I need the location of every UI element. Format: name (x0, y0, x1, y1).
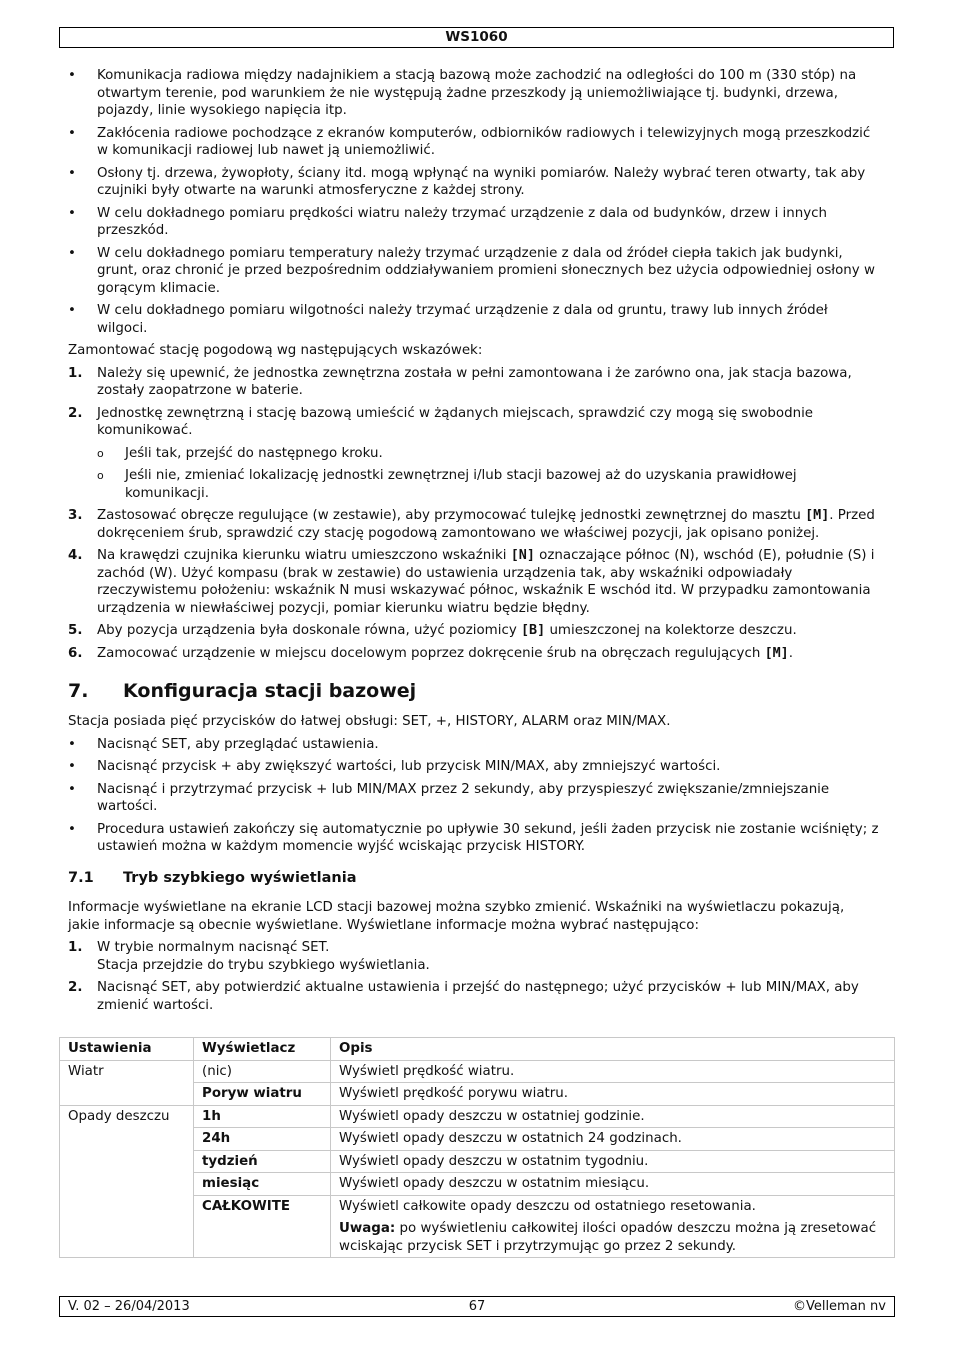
description-cell: Wyświetl opady deszczu w ostatnim tygodniu. (331, 1150, 895, 1173)
mount-step-2: 2. Jednostkę zewnętrzną i stację bazową umieścić w żądanych miejscach, sprawdzić czy mogą się swobodnie komunikować. (68, 405, 814, 438)
mount-intro: Zamontować stację pogodową wg następujących wskazówek: (68, 343, 483, 358)
display-cell: 24h (194, 1128, 331, 1151)
list-item: • W celu dokładnego pomiaru wilgotności należy trzymać urządzenie z dala od gruntu, trawy lub innych źródeł wilgoci. (68, 303, 828, 336)
description-text: Wyświetl całkowite opady deszczu od ostatniego resetowania. (339, 1198, 756, 1214)
display-cell: miesiąc (194, 1173, 331, 1196)
list-item: • Nacisnąć przycisk + aby zwiększyć wartości, lub przycisk MIN/MAX, aby zmniejszyć wartości. (68, 759, 721, 774)
display-cell: Poryw wiatru (194, 1083, 331, 1106)
bullet-icon: • (68, 165, 76, 181)
bullet-icon: • (68, 781, 76, 797)
description-cell: Wyświetl opady deszczu w ostatniej godzinie. (331, 1105, 895, 1128)
mount-step-4: 4. Na krawędzi czujnika kierunku wiatru umieszczono wskaźniki [N] oznaczające północ (N), wschód (E), południe (S) i zachód (W). Użyć kompasu (brak w zestawie) do ustawienia urządzenia tak, aby wskaźniki odpowiadały rzeczywistemu położeniu: wskaźnik N musi wskazywać północ, wskaźnik E wschód itd. W przypadku zamontowania urządzenia w niewłaściwej pozycji, pomiar kierunku wiatru będzie błędny. (68, 548, 875, 616)
display-cell: 1h (194, 1105, 331, 1128)
mount-substep: o Jeśli tak, przejść do następnego kroku. (97, 445, 383, 461)
model-title: WS1060 (445, 29, 508, 45)
bullet-icon: • (68, 125, 76, 141)
circle-bullet-icon: o (97, 446, 104, 460)
display-step-1: 1. W trybie normalnym nacisnąć SET. Stacja przejdzie do trybu szybkiego wyświetlania. (68, 940, 430, 973)
note-text: po wyświetleniu całkowitej ilości opadów deszczu można ją zresetować wciskając przycisk SET i przytrzymując go przez 2 sekundy. (339, 1221, 877, 1254)
circle-bullet-icon: o (97, 469, 104, 482)
display-cell: CAŁKOWITE (194, 1195, 331, 1258)
list-item: • Osłony tj. drzewa, żywopłoty, ściany itd. mogą wpłynąć na wyniki pomiarów. Należy wybrać teren otwarty, tak aby czujniki były otwarte na warunki atmosferyczne z każdej strony. (68, 165, 866, 198)
mount-step-1: 1. Należy się upewnić, że jednostka zewnętrzna została w pełni zamontowana i że zarówno ona, jak stacja bazowa, zostały zaopatrzone w baterie. (68, 365, 852, 398)
page-content (68, 67, 880, 1019)
table-row (60, 1105, 895, 1128)
mount-substep: o Jeśli nie, zmieniać lokalizację jednostki zewnętrznej i/lub stacji bazowej aż do uzyskania prawidłowej komunikacji. (97, 468, 797, 501)
list-item: • Zakłócenia radiowe pochodzące z ekranów komputerów, odbiorników radiowych i telewizyjnych mogą przeszkodzić w komunikacji radiowej lub nawet ją uniemożliwić. (68, 125, 871, 158)
page-footer (59, 1296, 895, 1317)
note-label: Uwaga: (339, 1221, 396, 1236)
list-item: • W celu dokładnego pomiaru prędkości wiatru należy trzymać urządzenie z dala od budynków, drzew i innych przeszkód. (68, 205, 828, 238)
subsection-intro: Informacje wyświetlane na ekranie LCD stacji bazowej można szybko zmienić. Wskaźniki na wyświetlaczu pokazują, jakie informacje są obecnie wyświetlane. Wyświetlane informacje można wybrać następująco: (68, 900, 845, 933)
section-intro: Stacja posiada pięć przycisków do łatwej obsługi: SET, +, HISTORY, ALARM oraz MIN/MAX. (68, 714, 671, 729)
mount-step-6: 6. Zamocować urządzenie w miejscu docelowym poprzez dokręcenie śrub na obręczach regulujących [M]. (68, 645, 794, 661)
ref-label: [M] (764, 645, 789, 661)
mount-step-5: 5. Aby pozycja urządzenia była doskonale równa, użyć poziomicy [B] umieszczonej na kolektorze deszczu. (68, 623, 797, 638)
setting-rain: Opady deszczu (60, 1105, 194, 1258)
bullet-icon: • (68, 68, 76, 83)
list-item: • W celu dokładnego pomiaru temperatury należy trzymać urządzenie z dala od źródeł ciepła takich jak budynki, grunt, oraz chronić je przed bezpośrednim oddziaływaniem promieni słonecznych bez użycia odpowiedniej osłony w gorącym klimacie. (68, 245, 875, 296)
section-heading: 7. Konfiguracja stacji bazowej (68, 680, 417, 702)
list-item: • Nacisnąć SET, aby przeglądać ustawienia. (68, 736, 379, 752)
table-header-row (60, 1038, 895, 1061)
bullet-icon: • (68, 736, 76, 752)
description-cell: Wyświetl opady deszczu w ostatnich 24 godzinach. (331, 1128, 895, 1151)
display-cell: (nic) (194, 1060, 331, 1083)
display-step-2: 2. Nacisnąć SET, aby potwierdzić aktualne ustawienia i przejść do następnego; użyć przycisków + lub MIN/MAX, aby zmienić wartości. (68, 980, 859, 1013)
description-cell: Wyświetl prędkość porywu wiatru. (331, 1083, 895, 1106)
list-item: • Nacisnąć i przytrzymać przycisk + lub MIN/MAX przez 2 sekundy, aby przyspieszyć zwiększanie/zmniejszanie wartości. (68, 781, 830, 814)
bullet-icon: • (68, 759, 76, 774)
table-row (60, 1060, 895, 1083)
version-label: V. 02 – 26/04/2013 (68, 1299, 190, 1314)
settings-table (59, 1037, 895, 1258)
subsection-heading: 7.1 Tryb szybkiego wyświetlania (68, 869, 357, 886)
column-header: Wyświetlacz (194, 1038, 331, 1061)
column-header: Opis (331, 1038, 895, 1061)
page-number: 67 (468, 1299, 486, 1314)
bullet-icon: • (68, 821, 76, 837)
ref-label: [N] (510, 548, 535, 563)
column-header: Ustawienia (60, 1038, 194, 1061)
note (339, 1220, 886, 1255)
bullet-icon: • (68, 303, 76, 318)
display-cell: tydzień (194, 1150, 331, 1173)
description-cell: Wyświetl prędkość wiatru. (331, 1060, 895, 1083)
bullet-icon: • (68, 245, 76, 261)
setting-wind: Wiatr (60, 1060, 194, 1105)
description-cell: Wyświetl opady deszczu w ostatnim miesiącu. (331, 1173, 895, 1196)
page-header (59, 27, 894, 48)
copyright-label: ©Velleman nv (792, 1299, 886, 1314)
mount-step-3: 3. Zastosować obręcze regulujące (w zestawie), aby przymocować tulejkę jednostki zewnętrznej do masztu [M]. Przed dokręceniem śrub, sprawdzić czy stację pogodową zamontowano we właściwej pozycji, jak opisano poniżej. (68, 508, 875, 541)
description-cell (331, 1195, 895, 1258)
list-item: • Procedura ustawień zakończy się automatycznie po upływie 30 sekund, jeśli żaden przycisk nie zostanie wciśnięty; z ustawień można w każdym momencie wyjść wciskając przycisk HISTORY. (68, 821, 879, 854)
list-item: • Komunikacja radiowa między nadajnikiem a stacją bazową może zachodzić na odległości do 100 m (330 stóp) na otwartym terenie, pod warunkiem że nie występują żadne przeszkody ją uniemożliwiające tj. budynki, drzewa, pojazdy, linie wysokiego napięcia itp. (68, 68, 857, 118)
ref-label: [B] (521, 623, 546, 638)
ref-label: [M] (805, 508, 830, 523)
bullet-icon: • (68, 205, 76, 221)
